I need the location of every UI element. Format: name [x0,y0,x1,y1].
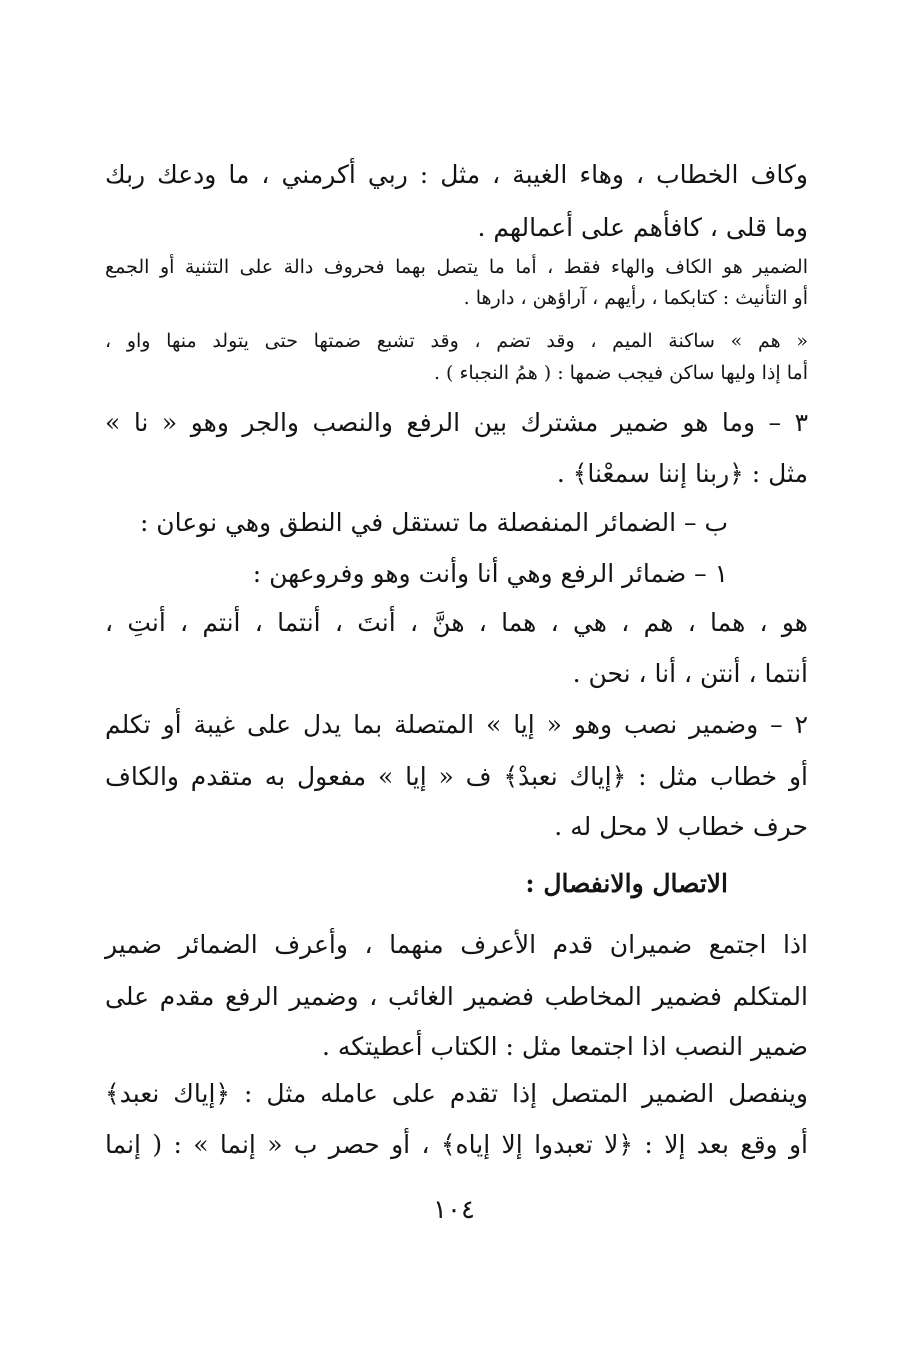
list-item: ١ – ضمائر الرفع وهي أنا وأنت وهو وفروعهن : [252,559,728,588]
body-line: هو ، هما ، هم ، هي ، هما ، هنَّ ، أنتَ ، أنتما ، أنتم ، أنتِ ، [105,608,808,637]
body-line: ٢ – وضمير نصب وهو « إيا » المتصلة بما يدل على غيبة أو تكلم [105,710,808,739]
body-line: وينفصل الضمير المتصل إذا تقدم على عامله مثل : ﴿إياك نعبد﴾ [105,1079,808,1108]
section-heading: ب – الضمائر المنفصلة ما تستقل في النطق وهي نوعان : [139,508,728,537]
footnote-line: أما إذا وليها ساكن فيجب ضمها : ( همُ النجباء ) . [433,362,808,384]
footnote-line: الضمير هو الكاف والهاء فقط ، أما ما يتصل بهما فحروف دالة على التثنية أو الجمع [105,256,808,278]
page-number: ١٠٤ [433,1195,475,1225]
body-line: ٣ – وما هو ضمير مشترك بين الرفع والنصب والجر وهو « نا » [105,408,808,437]
body-line: اذا اجتمع ضميران قدم الأعرف منهما ، وأعرف الضمائر ضمير [105,930,808,959]
footnote-line: « هم » ساكنة الميم ، وقد تضم ، وقد تشبع ضمتها حتى يتولد منها واو ، [105,330,808,352]
footnote-line: أو التأنيث : كتابكما ، رأيهم ، آراؤهن ، دارها . [463,287,808,309]
body-line: وكاف الخطاب ، وهاء الغيبة ، مثل : ربي أكرمني ، ما ودعك ربك [105,160,808,189]
body-line: أو خطاب مثل : ﴿إياك نعبدْ﴾ ف « إيا » مفعول به متقدم والكاف [105,762,808,791]
body-line: أو وقع بعد إلا : ﴿لا تعبدوا إلا إياه﴾ ، أو حصر ب « إنما » : ( إنما [105,1130,808,1159]
body-line: مثل : ﴿ربنا إننا سمعْنا﴾ . [556,459,808,488]
body-line: وما قلى ، كافأهم على أعمالهم . [477,213,808,242]
body-line: حرف خطاب لا محل له . [554,812,808,841]
body-line: المتكلم فضمير المخاطب فضمير الغائب ، وضمير الرفع مقدم على [105,982,808,1011]
body-line: أنتما ، أنتن ، أنا ، نحن . [572,659,808,688]
section-heading: الاتصال والانفصال : [525,869,728,898]
body-line: ضمير النصب اذا اجتمعا مثل : الكتاب أعطيتكه . [322,1032,808,1061]
